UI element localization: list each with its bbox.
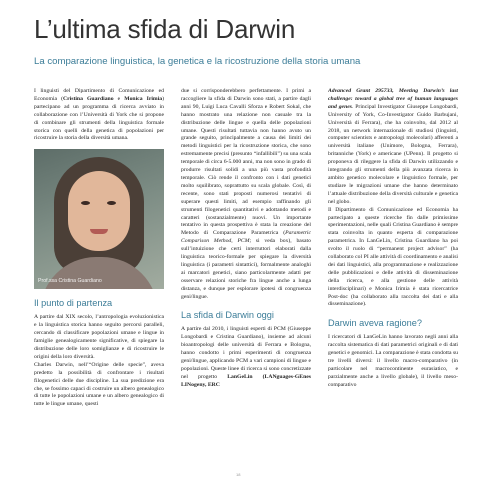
page-subtitle: La comparazione linguistica, la genetica e la ricostruzione della storia umana (34, 56, 361, 67)
column-2 (181, 88, 311, 472)
page-number: 18 (236, 472, 241, 477)
section-heading: La sfida di Darwin oggi (181, 310, 274, 321)
name-guardiano: Cristina Guardiano (63, 95, 114, 102)
page-title: L’ultima sfida di Darwin (34, 14, 296, 44)
photo-caption: Prof.ssa Cristina Guardiano (38, 278, 102, 285)
body-paragraph: due si corrisponderebbero perfettamente. I primi a raccogliere la sfida di Darwin sono stati, a partire dagli anni 90, Luigi Luca Cavalli Sforza e Robert Sokal, che hanno mostrato una relazione non casuale tra la distribuzione delle lingue e quella delle popolazioni umane. Questi risultati tuttavia non hanno avuto un grande seguito, principalmente a causa dei limiti dei metodi linguistici per la ricostruzione storica, che sono estremamente precisi (presunto “infallibili”) su una scala temporale di circa 6-5.000 anni, ma non sono in grado di produrre risultati solidi a una più vasta profondità temporale. Ciò rende il confronto con i dati genetici molto squilibrato, soprattutto su scala globale. Così, di recente, sono stati proposti numerosi tentativi di superare questi limiti, ad esempio raffinando gli strumenti filogenetici quantitativi e adottando metodi e caratteri (sostanzialmente) nuovi. Un importante tentativo in questa prospettiva è stata la creazione del Metodo di Comparazione Parametrica (Parametric Comparison Method, PCM; si veda box), basato sull’intuizione che certi interruttori elaborati dalla linguistica teorico-formale per spiegare la diversità linguistica (i parametri sintattici), formalmente analoghi ai marcatori genetici, siano particolarmente adatti per osservare relazioni storiche fra lingue anche a lunga distanza, e dunque per esplorare ipotesi di congruenza geni/lingue. (181, 88, 311, 300)
column-3 (328, 88, 458, 472)
name-irimia: Monica Irimia (124, 95, 163, 102)
intro-paragraph: I linguisti del Dipartimento di Comunicazione ed Economia (Cristina Guardiano e Monica Irimia) partecipano ad un programma di ricerca avviato in collaborazione con l’Università di York che si propone di combinare gli strumenti della linguistica formale storica con quelli della genetica di popolazioni per ricostruire la storia della diversità umana. (34, 88, 164, 142)
section-heading: Darwin aveva ragione? (328, 318, 422, 329)
body-paragraph: I ricercatori di LanGeLin hanno lavorato negli anni alla raccolta sistematica di dati parametrici originali e di dati genetici e genomici. La comparazione è stata condotta su tre livelli diversi: il livello macro-comparativo (in particolare nel macrocontinente eurasiatico, e parzialmente anche a livello globale), il livello meso-comparativo (328, 334, 458, 388)
column-1 (34, 88, 164, 472)
body-paragraph: A partire dal 2010, i linguisti esperti di PCM (Giuseppe Longobardi e Cristina Guardiano), insieme ad alcuni bioantropologi delle università di Ferrara e Bologna, hanno condotto i primi esperimenti di congruenza geni/lingue, applicando PCM a vari campioni di lingue e popolazioni. Queste linee di ricerca si sono concretizzate nel progetto LanGeLin (LANguages-GEnes LINogeny, ERC (181, 326, 311, 388)
portrait-photo (34, 149, 164, 289)
body-paragraph: A partire dal XIX secolo, l’antropologia evoluzionistica e la linguistica storica hanno seguito percorsi paralleli, cercando di classificare popolazioni umane e lingue in famiglie genealogicamente significative, di spiegare la distribuzione delle loro somiglianze e di ricostruire le origini della loro diversità. Charles Darwin, nell’“Origine delle specie”, aveva predetto la possibilità di confrontare i risultati filogenetici delle due discipline. La sua predizione era che, se fossimo capaci di costruire un albero genealogico di tutte le popolazioni umane e un albero genealogico di tutte le lingue umane, questi (34, 314, 164, 408)
section-heading: Il punto di partenza (34, 298, 113, 309)
body-paragraph: Advanced Grant 295733, Meeting Darwin’s last challenge: toward a global tree of human languages and genes. Principal Investigator Giuseppe Longobardi, University of York, Co-Investigator Guido Barbujani, Università di Ferrara), che ha coinvolto, dal 2012 al 2018, un network internazionale di studiosi (linguisti, computer scientists e antropologi molecolari) afferenti a università italiane (Unimore, Bologna, Ferrara), britanniche (York) e americane (UPenn). Il progetto si proponeva di rileggere la sfida di Darwin utilizzando e integrando gli strumenti della più avanzata ricerca in ambito genetico molecolare e linguistico formale, per studiare le migrazioni umane che hanno determinato l’attuale distribuzione della diversità culturale e genetica nel globo. Il Dipartimento di Comunicazione ed Economia ha partecipato a queste ricerche fin dalle primissime sperimentazioni, nelle quali Cristina Guardiano è sempre stata coinvolta in quanto esperta di comparazione parametrica. In LanGeLin, Cristina Guardiano ha poi svolto il ruolo di “permanent project advisor” (ha collaborato col PI alle attività di coordinamento e analisi dei dati linguistici, alla programmazione e realizzazione delle pubblicazioni e delle attività di disseminazione della ricerca, e alla gestione delle attività interdisciplinari) e Monica Irimia è stata ricercatrice Post-doc (ha collaborato alla raccolta dei dati e alla disseminazione). (328, 88, 458, 308)
